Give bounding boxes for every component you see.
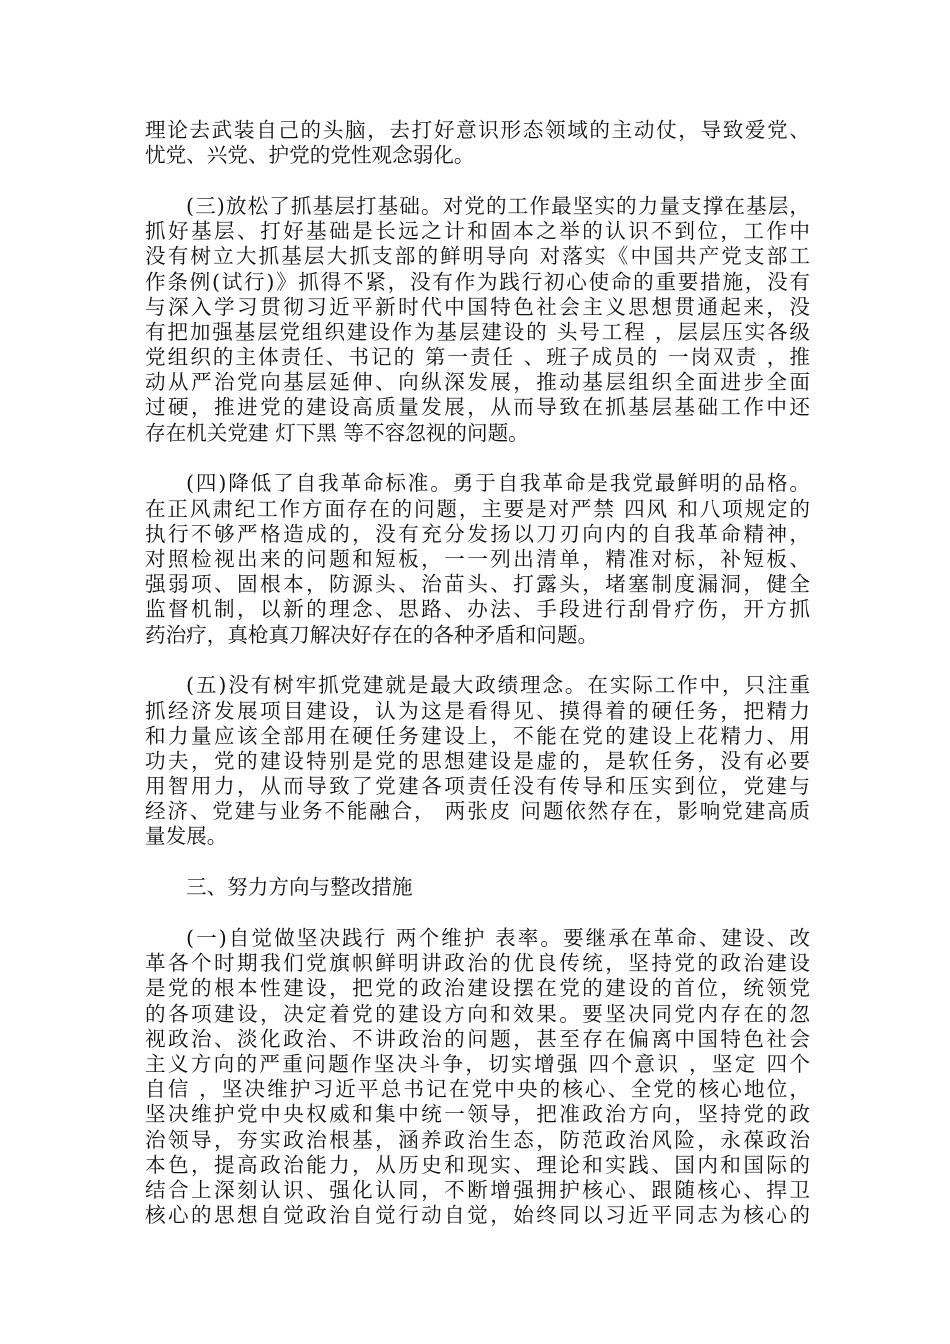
text-line: 坚决维护党中央权威和集中统一领导，把准政治方向，坚持党的政 (145, 1102, 810, 1127)
paragraph-self-revolution (145, 471, 810, 647)
text-line: 强弱项、固根本，防源头、治苗头、打露头，堵塞制度漏洞，健全 (145, 572, 810, 597)
text-line: 忧党、兴党、护党的党性观念弱化。 (145, 143, 475, 168)
text-line: 是党的根本性建设，把党的政治建设摆在党的建设的首位，统领党 (145, 976, 810, 1001)
section-heading-text: 三、努力方向与整改措施 (186, 875, 413, 900)
text-line: (三)放松了抓基层打基础。对党的工作最坚实的力量支撑在基层， (186, 193, 810, 218)
text-line: 没有树立大抓基层大抓支部的鲜明导向 对落实《中国共产党支部工 (145, 244, 810, 269)
text-line: 治领导，夯实政治根基，涵养政治生态，防范政治风险，永葆政治 (145, 1127, 810, 1152)
text-line: 视政治、淡化政治、不讲政治的问题，甚至存在偏离中国特色社会 (145, 1026, 810, 1051)
text-line: 自信 ，坚决维护习近平总书记在党中央的核心、全党的核心地位， (145, 1077, 810, 1102)
text-line: 革各个时期我们党旗帜鲜明讲政治的优良传统，坚持党的政治建设 (145, 951, 810, 976)
text-line: 本色，提高政治能力，从历史和现实、理论和实践、国内和国际的 (145, 1152, 810, 1177)
text-line: 与深入学习贯彻习近平新时代中国特色社会主义思想贯通起来，没 (145, 294, 810, 319)
text-line: (一)自觉做坚决践行 两个维护 表率。要继承在革命、建设、改 (186, 926, 810, 951)
text-line: 量发展。 (145, 824, 228, 849)
paragraph-grassroots (145, 194, 810, 446)
text-line: 理论去武装自己的头脑，去打好意识形态领域的主动仗，导致爱党、 (145, 118, 810, 142)
text-line: 经济、党建与业务不能融合， 两张皮 问题依然存在，影响党建高质 (145, 799, 810, 824)
text-line: 功夫，党的建设特别是党的思想建设是虚的，是软任务，没有必要 (145, 748, 810, 773)
paragraph-continuation (145, 118, 810, 168)
text-line: 动从严治党向基层延伸、向纵深发展，推动基层组织全面进步全面 (145, 370, 810, 395)
text-line: 抓经济发展项目建设，认为这是看得见、摸得着的硬任务，把精力 (145, 698, 810, 723)
text-line: 核心的思想自觉政治自觉行动自觉，始终同以习近平同志为核心的 (145, 1203, 810, 1228)
text-line: 在正风肃纪工作方面存在的问题，主要是对严禁 四风 和八项规定的 (145, 496, 810, 521)
text-line: 作条例(试行)》抓得不紧，没有作为践行初心使命的重要措施，没有 (145, 269, 810, 294)
text-line: 对照检视出来的问题和短板，一一列出清单，精准对标，补短板、 (145, 547, 810, 571)
text-line: 执行不够严格造成的，没有充分发扬以刀刃向内的自我革命精神， (145, 521, 810, 546)
text-line: 有把加强基层党组织建设作为基层建设的 头号工程 ，层层压实各级 (145, 319, 810, 344)
document-page (145, 118, 810, 1254)
text-line: 药治疗，真枪真刀解决好存在的各种矛盾和问题。 (145, 622, 599, 647)
text-line: 过硬，推进党的建设高质量发展，从而导致在抓基层基础工作中还 (145, 395, 810, 420)
text-line: (五)没有树牢抓党建就是最大政绩理念。在实际工作中，只注重 (186, 673, 810, 698)
text-line: 和力量应该全部用在硬任务建设上，不能在党的建设上花精力、用 (145, 723, 810, 748)
text-line: 主义方向的严重问题作坚决斗争，切实增强 四个意识 ，坚定 四个 (145, 1051, 810, 1076)
text-line: 抓好基层、打好基础是长远之计和固本之举的认识不到位，工作中 (145, 219, 810, 244)
text-line: 监督机制，以新的理念、思路、办法、手段进行刮骨疗伤，开方抓 (145, 597, 810, 622)
paragraph-party-building (145, 673, 810, 849)
text-line: (四)降低了自我革命标准。勇于自我革命是我党最鲜明的品格。 (186, 471, 810, 496)
section-heading (145, 875, 810, 900)
text-line: 用智用力，从而导致了党建各项责任没有传导和压实到位，党建与 (145, 774, 810, 799)
text-line: 结合上深刻认识、强化认同，不断增强拥护核心、跟随核心、捍卫 (145, 1177, 810, 1202)
text-line: 的各项建设，决定着党的建设方向和效果。要坚决同党内存在的忽 (145, 1001, 810, 1026)
text-line: 党组织的主体责任、书记的 第一责任 、班子成员的 一岗双责 ，推 (145, 345, 810, 370)
paragraph-two-safeguards (145, 926, 810, 1228)
text-line: 存在机关党建 灯下黑 等不容忽视的问题。 (145, 420, 529, 445)
